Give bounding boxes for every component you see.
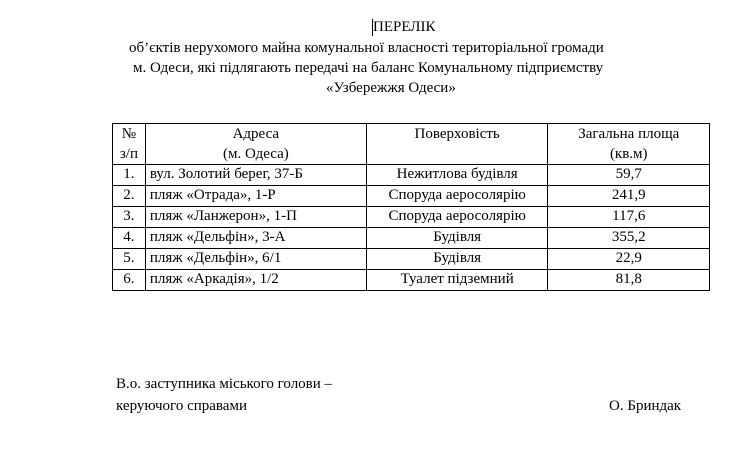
document-title: ПЕРЕЛІК bbox=[373, 19, 436, 35]
header-num bbox=[113, 124, 146, 165]
table-header-row bbox=[113, 124, 710, 165]
row-area: 241,9 bbox=[548, 186, 710, 207]
header-address-line-2: (м. Одеса) bbox=[222, 146, 289, 162]
table-row bbox=[113, 186, 710, 207]
document-subtitle-line-1: об’єктів нерухомого майна комунальної власності територіальної громади bbox=[129, 40, 604, 56]
row-num: 3. bbox=[113, 207, 146, 228]
row-floors: Туалет підземний bbox=[366, 270, 548, 291]
header-floors-line-1: Поверховість bbox=[414, 126, 500, 142]
objects-table bbox=[112, 123, 710, 291]
row-area: 22,9 bbox=[548, 249, 710, 270]
signatory-name: О. Бриндак bbox=[609, 398, 682, 414]
row-area: 355,2 bbox=[548, 228, 710, 249]
row-area: 81,8 bbox=[548, 270, 710, 291]
row-area: 59,7 bbox=[548, 165, 710, 186]
row-address: вул. Золотий берег, 37-Б bbox=[145, 165, 366, 186]
row-num: 6. bbox=[113, 270, 146, 291]
row-address: пляж «Аркадія», 1/2 bbox=[145, 270, 366, 291]
header-num-line-2: з/п bbox=[119, 146, 138, 162]
row-num: 1. bbox=[113, 165, 146, 186]
table-row bbox=[113, 270, 710, 291]
table-row bbox=[113, 207, 710, 228]
row-num: 4. bbox=[113, 228, 146, 249]
row-address: пляж «Дельфін», 3-А bbox=[145, 228, 366, 249]
row-floors: Споруда аеросолярію bbox=[366, 207, 548, 228]
row-floors: Будівля bbox=[366, 228, 548, 249]
signatory-position-line-2: керуючого справами bbox=[116, 398, 247, 414]
row-area: 117,6 bbox=[548, 207, 710, 228]
row-floors: Нежитлова будівля bbox=[366, 165, 548, 186]
signatory-position-line-1: В.о. заступника міського голови – bbox=[116, 376, 333, 392]
document-subtitle-line-3: «Узбережжя Одеси» bbox=[326, 80, 456, 96]
header-address bbox=[145, 124, 366, 165]
table-row bbox=[113, 228, 710, 249]
row-address: пляж «Дельфін», 6/1 bbox=[145, 249, 366, 270]
row-num: 2. bbox=[113, 186, 146, 207]
header-floors bbox=[366, 124, 548, 165]
header-area-line-2: (кв.м) bbox=[609, 146, 648, 162]
row-address: пляж «Отрада», 1-Р bbox=[145, 186, 366, 207]
header-address-line-1: Адреса bbox=[232, 126, 280, 142]
header-num-line-1: № bbox=[121, 126, 137, 142]
header-area bbox=[548, 124, 710, 165]
row-floors: Споруда аеросолярію bbox=[366, 186, 548, 207]
table-row bbox=[113, 249, 710, 270]
row-address: пляж «Ланжерон», 1-П bbox=[145, 207, 366, 228]
document-subtitle-line-2: м. Одеси, які підлягають передачі на баланс Комунальному підприємству bbox=[133, 60, 604, 76]
row-floors: Будівля bbox=[366, 249, 548, 270]
table-row bbox=[113, 165, 710, 186]
header-area-line-1: Загальна площа bbox=[578, 126, 680, 142]
row-num: 5. bbox=[113, 249, 146, 270]
